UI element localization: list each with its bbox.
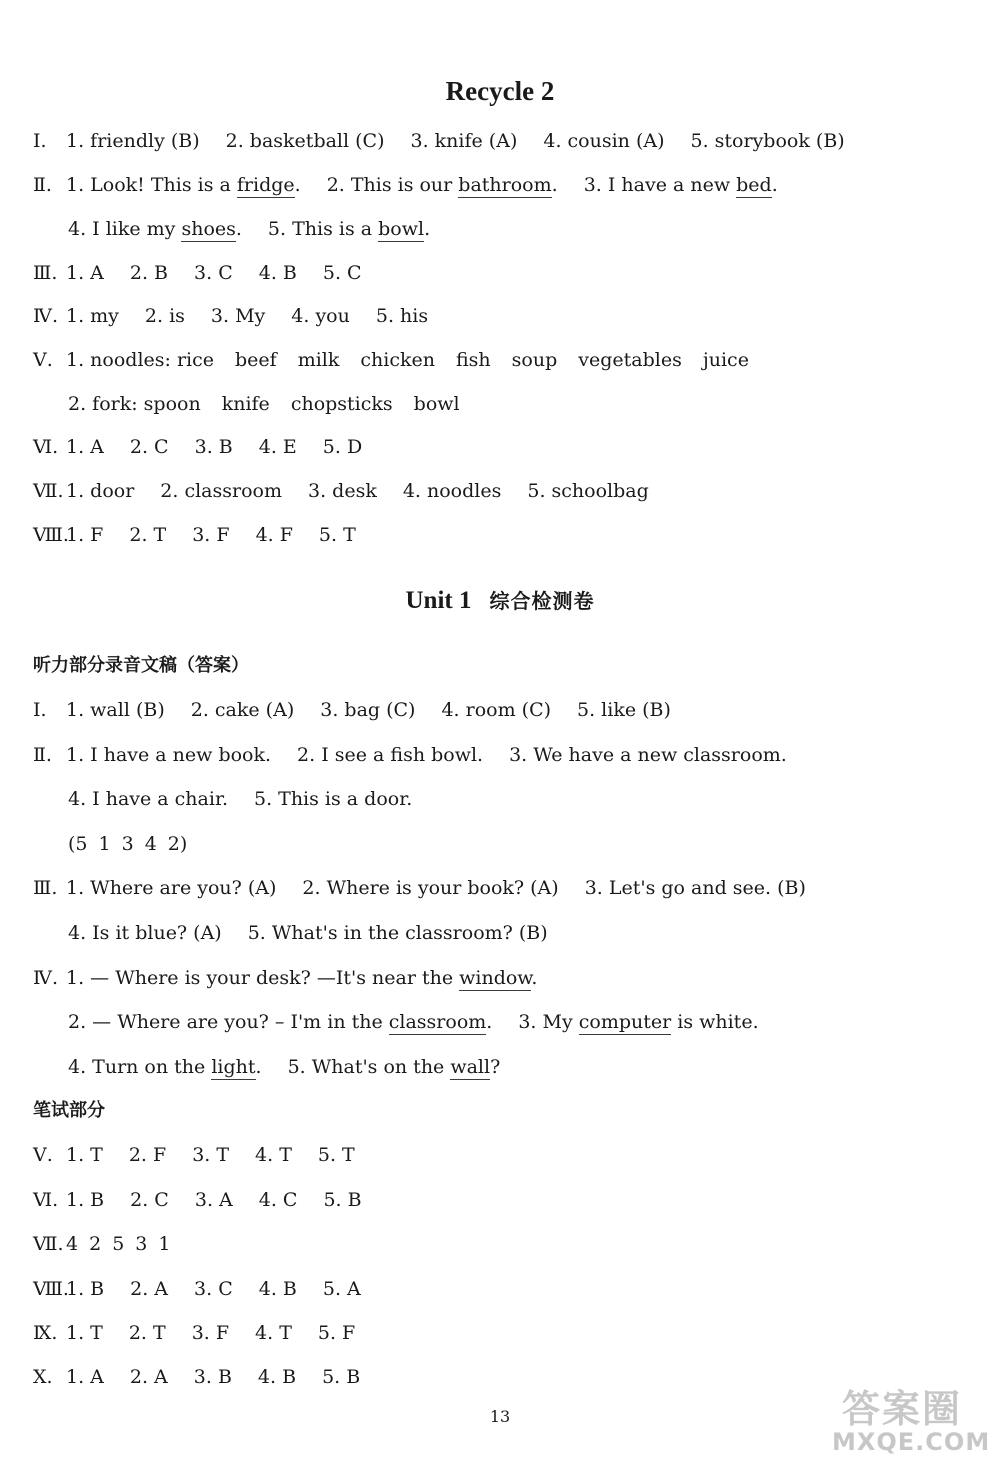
answer-item: 4. B xyxy=(258,1278,297,1300)
question-number: Ⅰ. xyxy=(33,130,47,152)
answer-item: 4 xyxy=(66,1233,79,1255)
answer-item: 2. A xyxy=(130,1278,169,1300)
answer-item: 1. B xyxy=(66,1189,105,1211)
answer-row xyxy=(33,875,806,901)
answer-item: 3. C xyxy=(194,262,233,284)
answer-text-end: . xyxy=(294,174,301,196)
answer-item: 5. B xyxy=(322,1366,361,1388)
answer-item: 1. Where are you? (A) xyxy=(66,877,277,899)
answer-item: 4. I have a chair. xyxy=(68,788,228,810)
answer-item: 2. C xyxy=(129,436,169,458)
question-number: Ⅱ. xyxy=(33,744,52,766)
answer-row xyxy=(68,786,412,812)
answer-item: 1. I have a new book. xyxy=(66,744,272,766)
answer-item: 3 xyxy=(121,833,134,855)
question-number: Ⅲ. xyxy=(33,262,58,284)
answer-row xyxy=(33,1142,355,1168)
answer-text-end: . xyxy=(235,218,242,240)
answer-item: 4. F xyxy=(255,524,293,546)
page-number: 13 xyxy=(489,1407,511,1426)
question-number: Ⅴ. xyxy=(33,349,53,371)
answer-item: 5. A xyxy=(322,1278,361,1300)
answer-item: 4. Is it blue? (A) xyxy=(68,922,222,944)
recycle-title: Recycle 2 xyxy=(445,76,555,106)
answer-item: 5 xyxy=(112,1233,125,1255)
answer-row xyxy=(33,1276,361,1302)
underlined-answer: bed xyxy=(736,174,772,196)
answer-item: 1. T xyxy=(66,1144,103,1166)
question-number: Ⅱ. xyxy=(33,174,52,196)
answer-item: 4. you xyxy=(291,305,350,327)
answer-item xyxy=(584,174,778,198)
unit-title xyxy=(0,585,1000,615)
answer-row xyxy=(33,303,428,329)
answer-row xyxy=(33,1187,362,1213)
question-number: Ⅷ. xyxy=(33,1278,69,1300)
answer-item: 1. T xyxy=(66,1322,103,1344)
answer-item: 1. A xyxy=(66,262,104,284)
answer-row xyxy=(68,1054,500,1080)
answer-item xyxy=(68,218,242,240)
answer-item xyxy=(68,1056,262,1078)
answer-item: 2 xyxy=(89,1233,102,1255)
answer-text: 2. — Where are you? – I'm in the xyxy=(68,1011,389,1033)
answer-item: 2) xyxy=(167,833,188,855)
answer-item: 1 xyxy=(158,1233,171,1255)
answer-item: 2. T xyxy=(129,524,167,546)
answer-item: 4. E xyxy=(258,436,297,458)
answer-item: 3. T xyxy=(192,1144,230,1166)
answer-item xyxy=(288,1056,501,1080)
answer-item: 3. A xyxy=(194,1189,233,1211)
answer-text: 1. — Where is your desk? —It's near the xyxy=(66,967,460,989)
listening-section-heading: 听力部分录音文稿（答案） xyxy=(33,655,249,676)
answer-item: 2. A xyxy=(129,1366,168,1388)
answer-item: 5. storybook (B) xyxy=(690,130,845,152)
answer-item xyxy=(68,1011,492,1033)
underlined-answer: classroom xyxy=(388,1011,487,1033)
answer-text-end: . xyxy=(424,218,431,240)
unit-title-cn: 综合检测卷 xyxy=(489,591,595,613)
answer-item: 2. Where is your book? (A) xyxy=(302,877,559,899)
answer-item: 3. knife (A) xyxy=(410,130,518,152)
answer-row xyxy=(68,391,481,417)
answer-item: 1. my xyxy=(66,305,119,327)
answer-item: 3. My xyxy=(210,305,266,327)
underlined-answer: computer xyxy=(578,1011,672,1033)
answer-item: 1. wall (B) xyxy=(66,699,165,721)
watermark-logo xyxy=(828,1378,996,1464)
answer-text-end: . xyxy=(551,174,558,196)
answer-item: 2. basketball (C) xyxy=(225,130,385,152)
answer-item: 3. C xyxy=(194,1278,233,1300)
answer-item: 2. I see a fish bowl. xyxy=(297,744,484,766)
answer-item xyxy=(66,174,301,196)
answer-item: knife xyxy=(221,393,270,415)
answer-item: 1. A xyxy=(66,436,104,458)
answer-item: 5. B xyxy=(323,1189,362,1211)
answer-item: juice xyxy=(702,349,749,371)
answer-item: 1 xyxy=(98,833,111,855)
answer-item: bowl xyxy=(413,393,460,415)
question-number: Ⅶ. xyxy=(33,480,64,502)
answer-text: 3. I have a new xyxy=(583,174,737,196)
answer-text-end: . xyxy=(771,174,778,196)
answer-item: 4. B xyxy=(257,1366,297,1388)
answer-row xyxy=(68,216,430,242)
question-number: Ⅹ. xyxy=(33,1366,53,1388)
answer-item: 3. bag (C) xyxy=(320,699,416,721)
question-number: Ⅴ. xyxy=(33,1144,53,1166)
answer-row xyxy=(33,965,537,991)
answer-text-end: is white. xyxy=(671,1011,759,1033)
answer-row xyxy=(33,742,787,768)
answer-item: milk xyxy=(297,349,340,371)
question-number: Ⅸ. xyxy=(33,1322,58,1344)
underlined-answer: light xyxy=(211,1056,256,1078)
answer-item: 2. fork: spoon xyxy=(68,393,201,415)
answer-item xyxy=(518,1011,758,1035)
answer-text-end: . xyxy=(531,967,538,989)
question-number: Ⅵ. xyxy=(33,436,59,458)
answer-item: 2. cake (A) xyxy=(190,699,295,721)
answer-item: 1. door xyxy=(66,480,135,502)
answer-item xyxy=(327,174,558,196)
answer-item: soup xyxy=(511,349,558,371)
question-number: Ⅳ. xyxy=(33,967,59,989)
answer-text: 2. This is our xyxy=(326,174,459,196)
answer-item: 5. his xyxy=(375,305,429,327)
watermark-bottom: MXQE.COM xyxy=(832,1428,991,1456)
answer-item: 5. What's in the classroom? (B) xyxy=(247,922,548,944)
answer-item: 1. B xyxy=(66,1278,105,1300)
answer-item: 2. T xyxy=(128,1322,166,1344)
answer-text-end: ? xyxy=(490,1056,501,1078)
answer-item: 1. F xyxy=(66,524,104,546)
answer-item: 5. T xyxy=(317,1144,355,1166)
answer-row xyxy=(33,478,649,504)
answer-item: 3. F xyxy=(191,1322,230,1344)
answer-item: 5. T xyxy=(318,524,356,546)
answer-item: 3. B xyxy=(193,1366,232,1388)
answer-item: chicken xyxy=(360,349,435,371)
answer-row xyxy=(33,172,778,198)
answer-text: 5. What's on the xyxy=(287,1056,451,1078)
answer-item: 1. friendly (B) xyxy=(66,130,200,152)
answer-text: 5. This is a xyxy=(267,218,379,240)
answer-item: (5 xyxy=(68,833,88,855)
answer-item: 3. F xyxy=(192,524,230,546)
answer-text-end: . xyxy=(486,1011,493,1033)
underlined-answer: fridge xyxy=(236,174,295,196)
answer-item: 3. We have a new classroom. xyxy=(509,744,787,766)
answer-item: 2. classroom xyxy=(160,480,282,502)
underlined-answer: window xyxy=(459,967,532,989)
answer-text: 1. Look! This is a xyxy=(66,174,237,196)
answer-item: 5. F xyxy=(317,1322,356,1344)
answer-item: 4. C xyxy=(258,1189,298,1211)
watermark-top: 答案圈 xyxy=(842,1387,963,1431)
answer-item: 3. desk xyxy=(308,480,377,502)
answer-item: beef xyxy=(235,349,277,371)
answer-item: 2. is xyxy=(144,305,185,327)
question-number: Ⅲ. xyxy=(33,877,58,899)
answer-item: 4. room (C) xyxy=(441,699,552,721)
question-number: Ⅵ. xyxy=(33,1189,59,1211)
answer-row xyxy=(33,522,356,548)
answer-item: 3. B xyxy=(194,436,233,458)
answer-row xyxy=(33,260,362,286)
answer-row xyxy=(33,697,671,723)
answer-item: 1. A xyxy=(66,1366,104,1388)
answer-item: 5. This is a door. xyxy=(253,788,413,810)
answer-text: 3. My xyxy=(518,1011,579,1033)
answer-item: chopsticks xyxy=(290,393,393,415)
answer-item: 4. T xyxy=(255,1144,292,1166)
question-number: Ⅷ. xyxy=(33,524,69,546)
answer-item: vegetables xyxy=(578,349,682,371)
answer-item: 5. like (B) xyxy=(577,699,671,721)
answer-item: 4 xyxy=(144,833,157,855)
answer-row xyxy=(33,1320,355,1346)
answer-item: 4. cousin (A) xyxy=(543,130,665,152)
answer-text: 4. I like my xyxy=(68,218,182,240)
answer-row xyxy=(68,831,187,857)
answer-item: 5. D xyxy=(322,436,363,458)
underlined-answer: shoes xyxy=(181,218,236,240)
answer-item xyxy=(268,218,430,242)
answer-item: 2. F xyxy=(128,1144,167,1166)
answer-item: 3 xyxy=(135,1233,148,1255)
question-number: Ⅰ. xyxy=(33,699,47,721)
answer-item: 4. T xyxy=(255,1322,292,1344)
answer-item: 5. C xyxy=(322,262,362,284)
answer-item xyxy=(66,967,537,991)
answer-row xyxy=(68,920,548,946)
answer-row xyxy=(33,347,770,373)
answer-item: 5. schoolbag xyxy=(527,480,649,502)
unit-title-en: Unit 1 xyxy=(405,587,472,614)
answer-item: 2. B xyxy=(129,262,169,284)
underlined-answer: bathroom xyxy=(458,174,552,196)
answer-item: fish xyxy=(455,349,491,371)
answer-item: 4. noodles xyxy=(402,480,502,502)
answer-item: 2. C xyxy=(130,1189,169,1211)
question-number: Ⅳ. xyxy=(33,305,59,327)
answer-row xyxy=(33,1364,360,1390)
answer-text: 4. Turn on the xyxy=(68,1056,212,1078)
underlined-answer: wall xyxy=(450,1056,491,1078)
answer-row xyxy=(33,434,362,460)
written-section-heading: 笔试部分 xyxy=(33,1100,105,1121)
answer-row xyxy=(68,1009,759,1035)
answer-item: 3. Let's go and see. (B) xyxy=(584,877,806,899)
answer-text-end: . xyxy=(255,1056,262,1078)
answer-item: 1. noodles: rice xyxy=(66,349,215,371)
underlined-answer: bowl xyxy=(378,218,425,240)
answer-row xyxy=(33,1231,170,1257)
question-number: Ⅶ. xyxy=(33,1233,64,1255)
answer-item: 4. B xyxy=(258,262,297,284)
answer-row xyxy=(33,128,845,154)
